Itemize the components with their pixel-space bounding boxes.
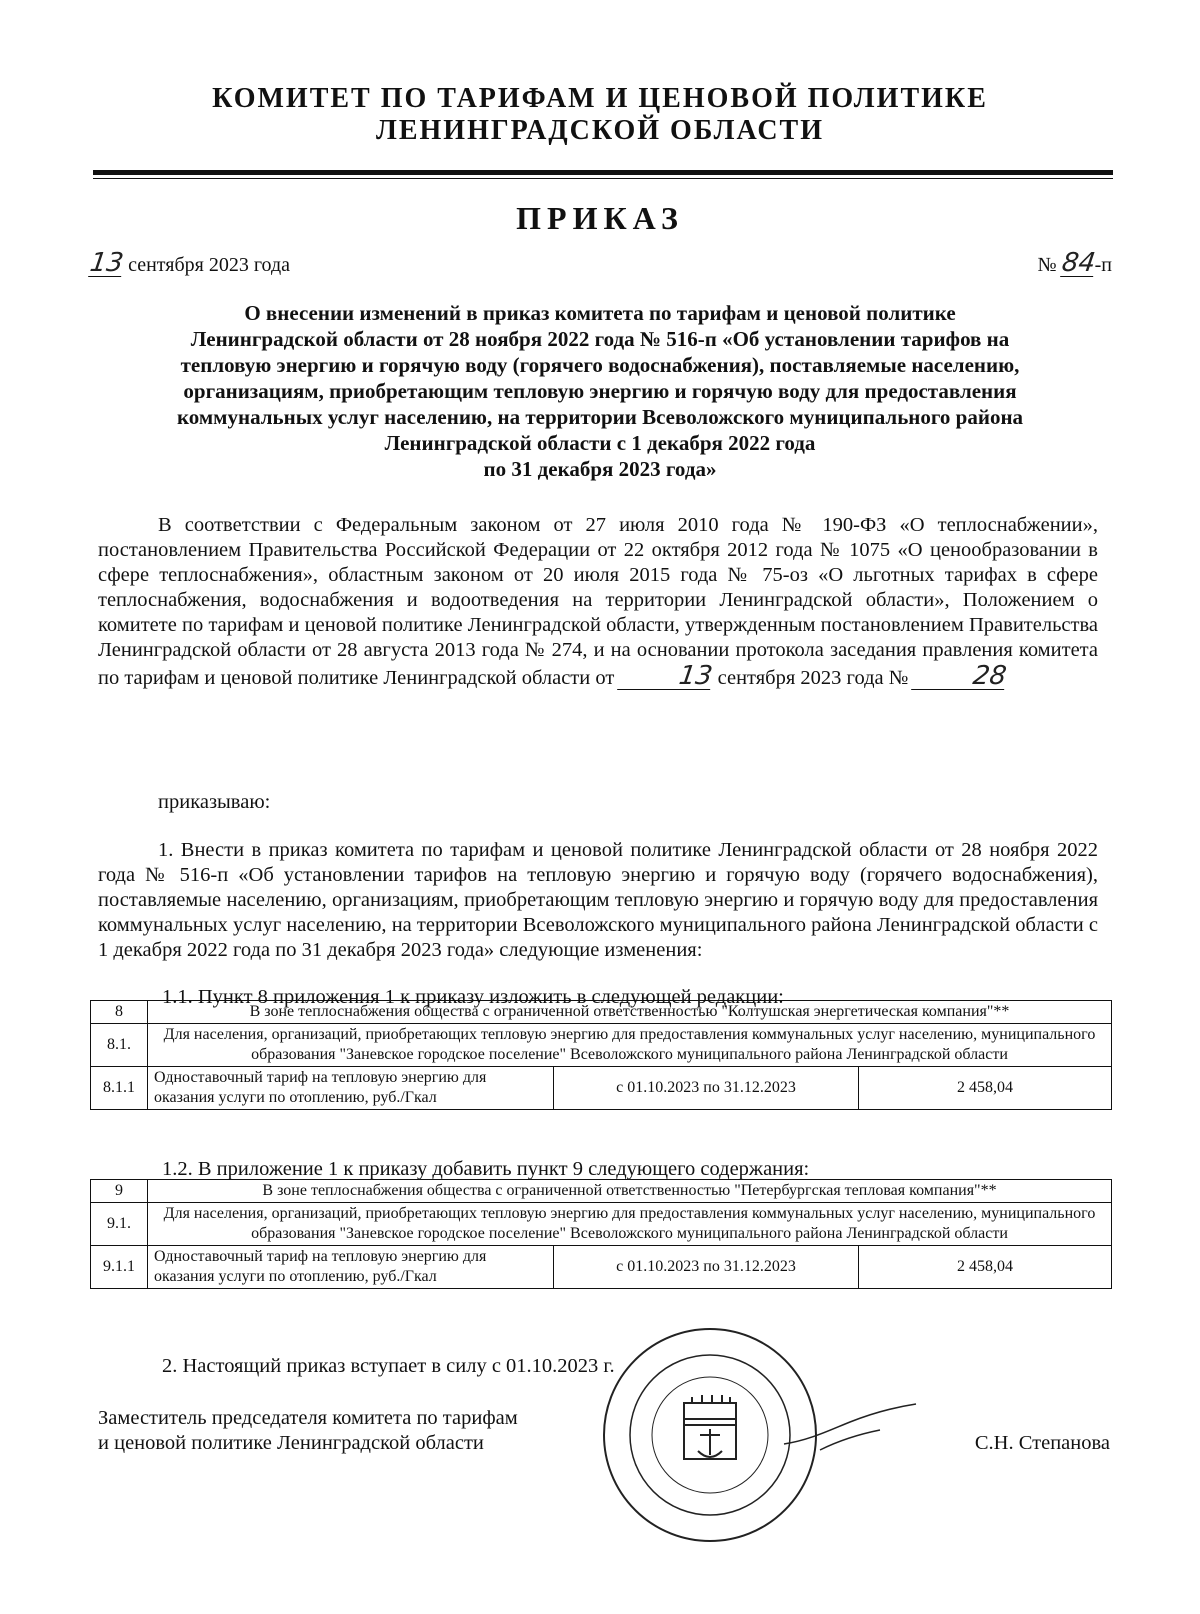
org-name-line2: ЛЕНИНГРАДСКОЙ ОБЛАСТИ	[375, 115, 825, 146]
row-number: 9.1.1	[91, 1246, 148, 1289]
zone-description: В зоне теплоснабжения общества с ограниченной ответственностью "Колтушская энергетическая компания"**	[148, 1001, 1112, 1024]
table-row	[91, 1024, 1112, 1067]
preamble-text: В соответствии с Федеральным законом от 27 июля 2010 года № 190-ФЗ «О теплоснабжении», постановлением Правительства Российской Федерации от 22 октября 2012 года № 1075 «О ценообразовании в сфере теплоснабжения», областным законом от 20 июля 2015 года № 75-оз «О льготных тарифах в сфере теплоснабжения, водоснабжения и водоотведения на территории Ленинградской области», Положением о комитете по тарифам и ценовой политике Ленинградской области, утвержденным постановлением Правительства Ленинградской области от 28 августа 2013 года № 274, и на основании протокола заседания правления комитета по тарифам и ценовой политике Ленинградской области от	[98, 514, 1098, 689]
header-divider-thin	[93, 178, 1113, 179]
order-subject	[100, 300, 1100, 482]
protocol-year: 2023 года №	[800, 667, 909, 689]
subject-line: Ленинградской области с 1 декабря 2022 года	[384, 431, 816, 455]
table-row	[91, 1067, 1112, 1110]
header-divider-thick	[93, 170, 1113, 175]
item-1-2-paragraph: 1.2. В приложение 1 к приказу добавить пункт 9 следующего содержания:	[162, 1158, 810, 1180]
subject-line: организациям, приобретающим тепловую энергию и горячую воду для предоставления	[183, 379, 1017, 403]
subject-line: коммунальных услуг населению, на территории Всеволожского муниципального района	[176, 405, 1024, 429]
subject-line: по 31 декабря 2023 года»	[483, 457, 717, 481]
item-1-1-paragraph: 1.1. Пункт 8 приложения 1 к приказу изложить в следующей редакции:	[162, 986, 784, 1008]
row-number: 8.1.	[91, 1024, 148, 1067]
tariff-value: 2 458,04	[859, 1067, 1112, 1110]
signer-position-line: и ценовой политике Ленинградской области	[98, 1432, 484, 1454]
handwritten-day: 13	[87, 248, 126, 278]
tariff-name: Одноставочный тариф на тепловую энергию для оказания услуги по отоплению, руб./Гкал	[148, 1246, 554, 1289]
row-number: 8	[91, 1001, 148, 1024]
document-title: ПРИКАЗ	[516, 200, 684, 236]
table-row	[91, 1246, 1112, 1289]
order-directive: приказываю:	[158, 791, 271, 813]
signer-position	[98, 1406, 518, 1456]
order-number-prefix: №	[1037, 254, 1057, 276]
tariff-name: Одноставочный тариф на тепловую энергию для оказания услуги по отоплению, руб./Гкал	[148, 1067, 554, 1110]
handwritten-order-number: 84	[1059, 248, 1097, 278]
handwritten-protocol-day: 13	[618, 663, 715, 690]
org-name-line1: КОМИТЕТ ПО ТАРИФАМ И ЦЕНОВОЙ ПОЛИТИКЕ	[212, 83, 988, 114]
preamble-paragraph	[98, 513, 1098, 691]
row-number: 9	[91, 1180, 148, 1203]
handwritten-protocol-number: 28	[912, 663, 1009, 690]
subject-line: Ленинградской области от 28 ноября 2022 года № 516-п «Об установлении тарифов на	[190, 327, 1010, 351]
order-date-rest: сентября 2023 года	[128, 254, 291, 276]
table-row	[91, 1203, 1112, 1246]
handwritten-signature-icon	[780, 1400, 920, 1460]
order-date	[87, 248, 291, 278]
tariff-table-item-9	[90, 1179, 1112, 1289]
zone-description: В зоне теплоснабжения общества с ограниченной ответственностью "Петербургская тепловая компания"**	[148, 1180, 1112, 1203]
signer-position-line: Заместитель председателя комитета по тарифам	[98, 1407, 518, 1429]
tariff-period: с 01.10.2023 по 31.12.2023	[554, 1067, 859, 1110]
subject-line: О внесении изменений в приказ комитета по тарифам и ценовой политике	[244, 301, 956, 325]
item-1-paragraph: 1. Внести в приказ комитета по тарифам и ценовой политике Ленинградской области от 28 ноября 2022 года № 516-п «Об установлении тарифов на тепловую энергию и горячую воду (горячего водоснабжения), поставляемые населению, организациям, приобретающим тепловую энергию и горячую воду для предоставления коммунальных услуг населению, на территории Всеволожского муниципального района Ленинградской области с 1 декабря 2022 года по 31 декабря 2023 года» следующие изменения:	[98, 839, 1098, 961]
protocol-month: сентября	[717, 667, 796, 689]
signer-name: С.Н. Степанова	[974, 1432, 1110, 1454]
consumer-description: Для населения, организаций, приобретающих тепловую энергию для предоставления коммунальных услуг населению, муниципального образования "Заневское городское поселение" Всеволожского муниципального района Ленинградской области	[148, 1024, 1112, 1067]
order-number-suffix: -п	[1094, 254, 1112, 276]
order-number	[1037, 250, 1112, 277]
row-number: 8.1.1	[91, 1067, 148, 1110]
tariff-value: 2 458,04	[859, 1246, 1112, 1289]
subject-line: тепловую энергию и горячую воду (горячего водоснабжения), поставляемые населению,	[180, 353, 1020, 377]
row-number: 9.1.	[91, 1203, 148, 1246]
consumer-description: Для населения, организаций, приобретающих тепловую энергию для предоставления коммунальных услуг населению, муниципального образования "Заневское городское поселение" Всеволожского муниципального района Ленинградской области	[148, 1203, 1112, 1246]
table-row	[91, 1180, 1112, 1203]
item-2-paragraph: 2. Настоящий приказ вступает в силу с 01.10.2023 г.	[162, 1355, 615, 1377]
tariff-table-item-8	[90, 1000, 1112, 1110]
table-row	[91, 1001, 1112, 1024]
tariff-period: с 01.10.2023 по 31.12.2023	[554, 1246, 859, 1289]
